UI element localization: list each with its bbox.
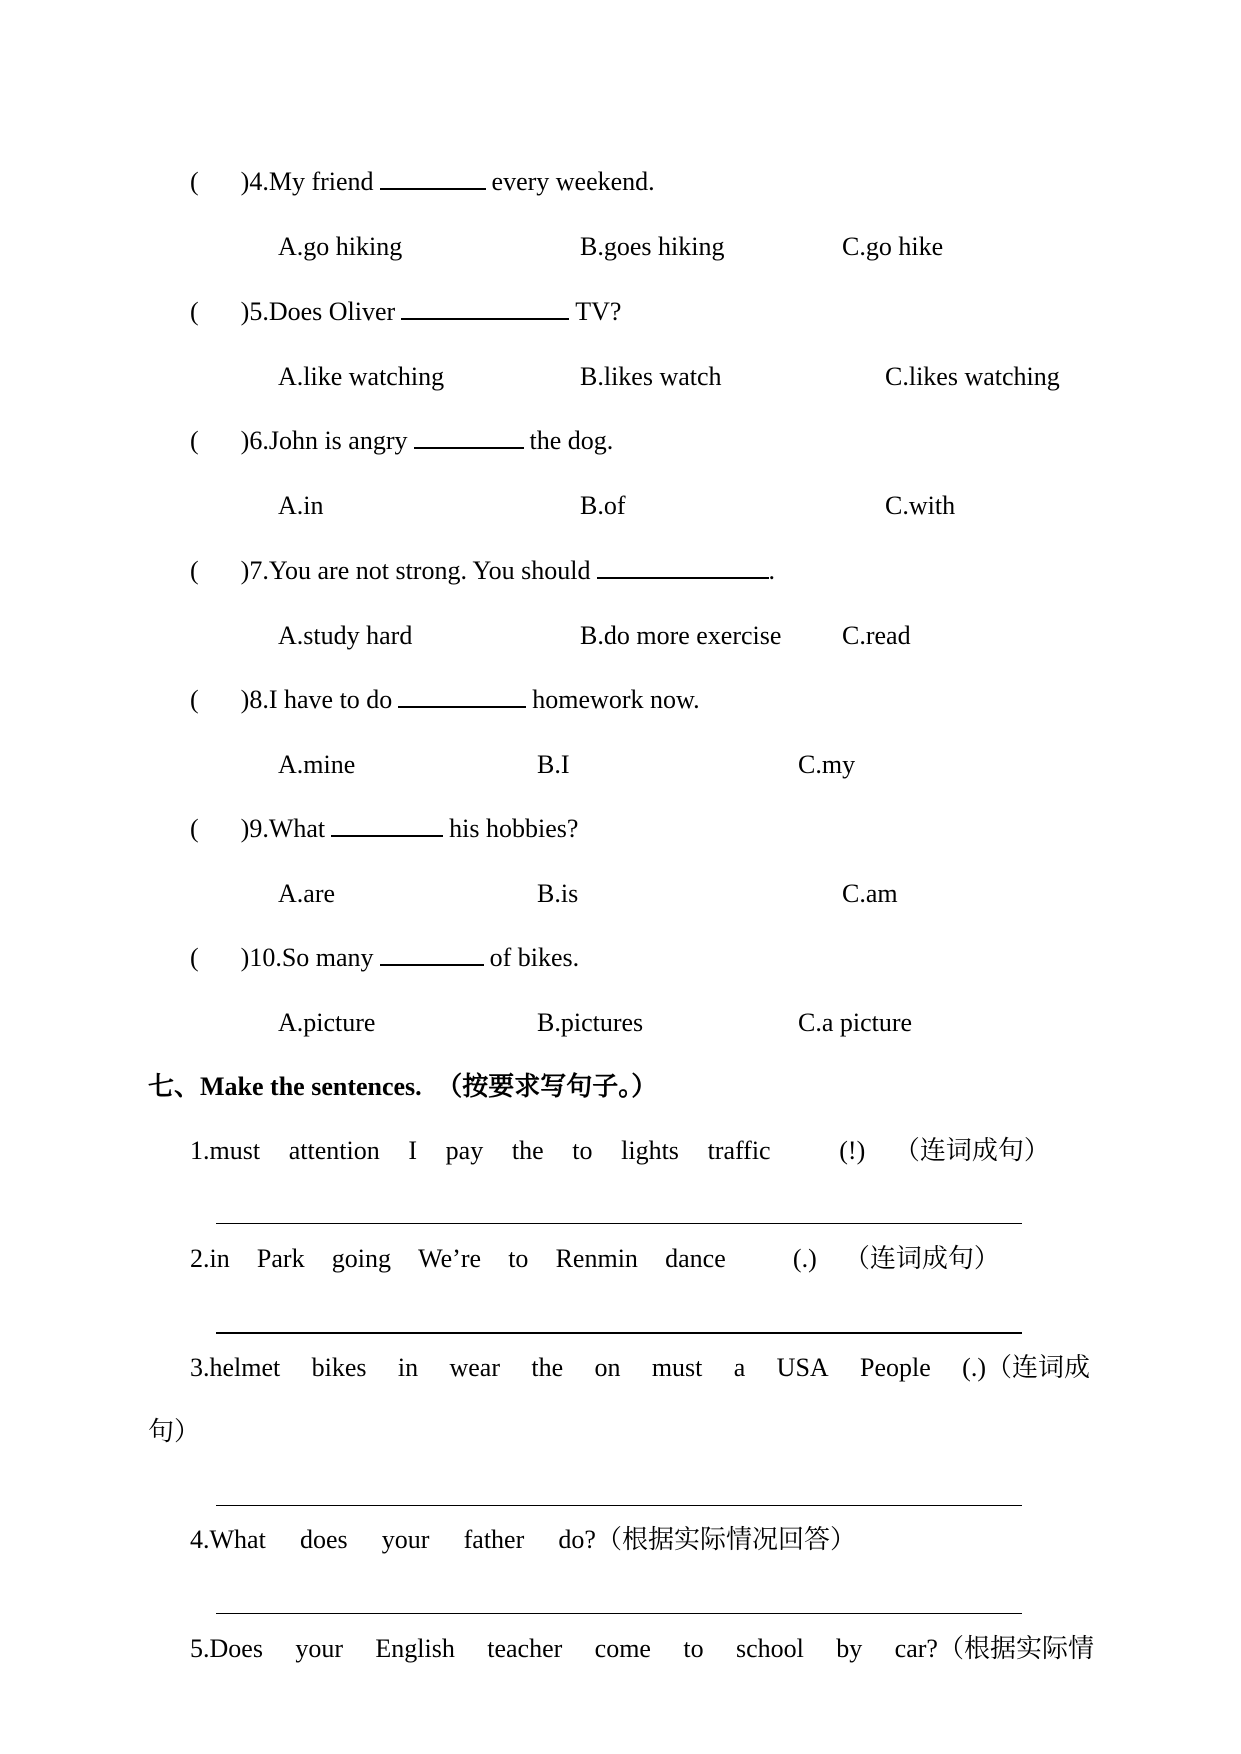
option-c: C.my [798,750,856,779]
question-9 [190,813,578,845]
option-b: B.do more exercise [580,621,782,650]
option-a: A.like watching [278,362,445,391]
section-heading [148,1071,657,1103]
question-stem-end: homework now. [532,685,700,714]
option-b: B.goes hiking [580,232,725,261]
sentence-item-5 [190,1633,1094,1665]
instruction-note: (.)（连词成 [962,1353,1090,1382]
word: the [511,1136,544,1165]
question-stem: )7.You are not strong. You should [240,556,591,585]
instruction-note: （连词成句） [843,1244,1000,1273]
word: bikes [311,1353,367,1382]
word: 4.What [190,1525,266,1554]
question-stem: )10.So many [240,943,374,972]
answer-blank[interactable] [380,166,486,190]
option-a: A.in [278,491,324,520]
section-heading-en: 七、Make the sentences. [148,1072,422,1101]
option-c: C.read [842,621,911,650]
answer-paren: ( [190,556,199,585]
word: come [594,1634,651,1663]
answer-paren: ( [190,426,199,455]
option-b: B.of [580,491,626,520]
word: father [463,1525,525,1554]
word: school [736,1634,804,1663]
word: by [836,1634,863,1663]
option-c: C.with [885,491,956,520]
sentence-item-1 [190,1135,1050,1167]
question-10 [190,942,579,974]
answer-paren: ( [190,943,199,972]
sentence-item-3 [190,1352,1090,1384]
word: I [408,1136,418,1165]
word: on [594,1353,621,1382]
word: does [299,1525,348,1554]
word: wear [449,1353,500,1382]
answer-paren: ( [190,297,199,326]
answer-blank[interactable] [414,425,524,449]
instruction-note-wrap: 句） [148,1417,201,1446]
option-a: A.go hiking [278,232,403,261]
answer-line[interactable] [216,1332,1022,1334]
word: to [572,1136,593,1165]
word: 5.Does [190,1634,263,1663]
sentence-item-4 [190,1524,856,1556]
option-b: B.likes watch [580,362,722,391]
word: (!) [839,1136,866,1165]
word: USA [776,1353,829,1382]
option-b: B.I [537,750,570,779]
answer-paren: ( [190,814,199,843]
sentence-item-2 [190,1243,1000,1275]
answer-blank[interactable] [331,813,443,837]
word: Renmin [555,1244,638,1273]
instruction-note: （连词成句） [893,1136,1050,1165]
question-5 [190,296,621,328]
word: car?（根据实际情 [894,1634,1094,1663]
answer-blank[interactable] [401,296,569,320]
answer-line[interactable] [216,1505,1022,1506]
question-stem-end: TV? [575,297,622,326]
word: traffic [707,1136,771,1165]
answer-line[interactable] [216,1223,1022,1224]
question-4 [190,166,655,198]
word: 1.must [190,1136,261,1165]
option-c: C.a picture [798,1008,913,1037]
question-stem: )9.What [240,814,326,843]
question-stem: )5.Does Oliver [240,297,396,326]
answer-blank[interactable] [380,942,484,966]
option-b: B.is [537,879,579,908]
question-stem-end: of bikes. [489,943,580,972]
word: to [683,1634,704,1663]
word: pay [445,1136,484,1165]
word: 2.in [190,1244,230,1273]
question-stem: )4.My friend [240,167,374,196]
answer-paren: ( [190,685,199,714]
question-stem-end: every weekend. [491,167,655,196]
option-b: B.pictures [537,1008,644,1037]
option-a: A.picture [278,1008,376,1037]
answer-blank[interactable] [597,555,769,579]
question-stem-end: . [768,556,776,585]
word: People [860,1353,931,1382]
question-8 [190,684,700,716]
word: (.) [792,1244,817,1273]
question-stem: )6.John is angry [240,426,408,455]
answer-blank[interactable] [398,684,526,708]
question-stem: )8.I have to do [240,685,393,714]
word: your [295,1634,343,1663]
word: your [381,1525,430,1554]
word: Park [256,1244,305,1273]
option-a: A.are [278,879,336,908]
question-7 [190,555,775,587]
word: We’re [418,1244,482,1273]
question-stem-end: his hobbies? [449,814,579,843]
answer-paren: ( [190,167,199,196]
word: going [331,1244,391,1273]
section-heading-cn: （按要求写句子。） [436,1072,658,1101]
word: in [397,1353,419,1382]
word: 3.helmet [190,1353,281,1382]
word: a [733,1353,746,1382]
word: English [375,1634,455,1663]
question-stem-end: the dog. [529,426,614,455]
word: do?（根据实际情况回答） [558,1525,856,1554]
question-6 [190,425,613,457]
word: teacher [487,1634,563,1663]
word: the [531,1353,564,1382]
word: to [508,1244,529,1273]
word: lights [621,1136,679,1165]
option-c: C.likes watching [885,362,1060,391]
option-a: A.mine [278,750,356,779]
option-a: A.study hard [278,621,413,650]
option-c: C.go hike [842,232,944,261]
option-c: C.am [842,879,898,908]
answer-line[interactable] [216,1613,1022,1614]
word: dance [665,1244,726,1273]
word: must [651,1353,703,1382]
word: attention [288,1136,380,1165]
